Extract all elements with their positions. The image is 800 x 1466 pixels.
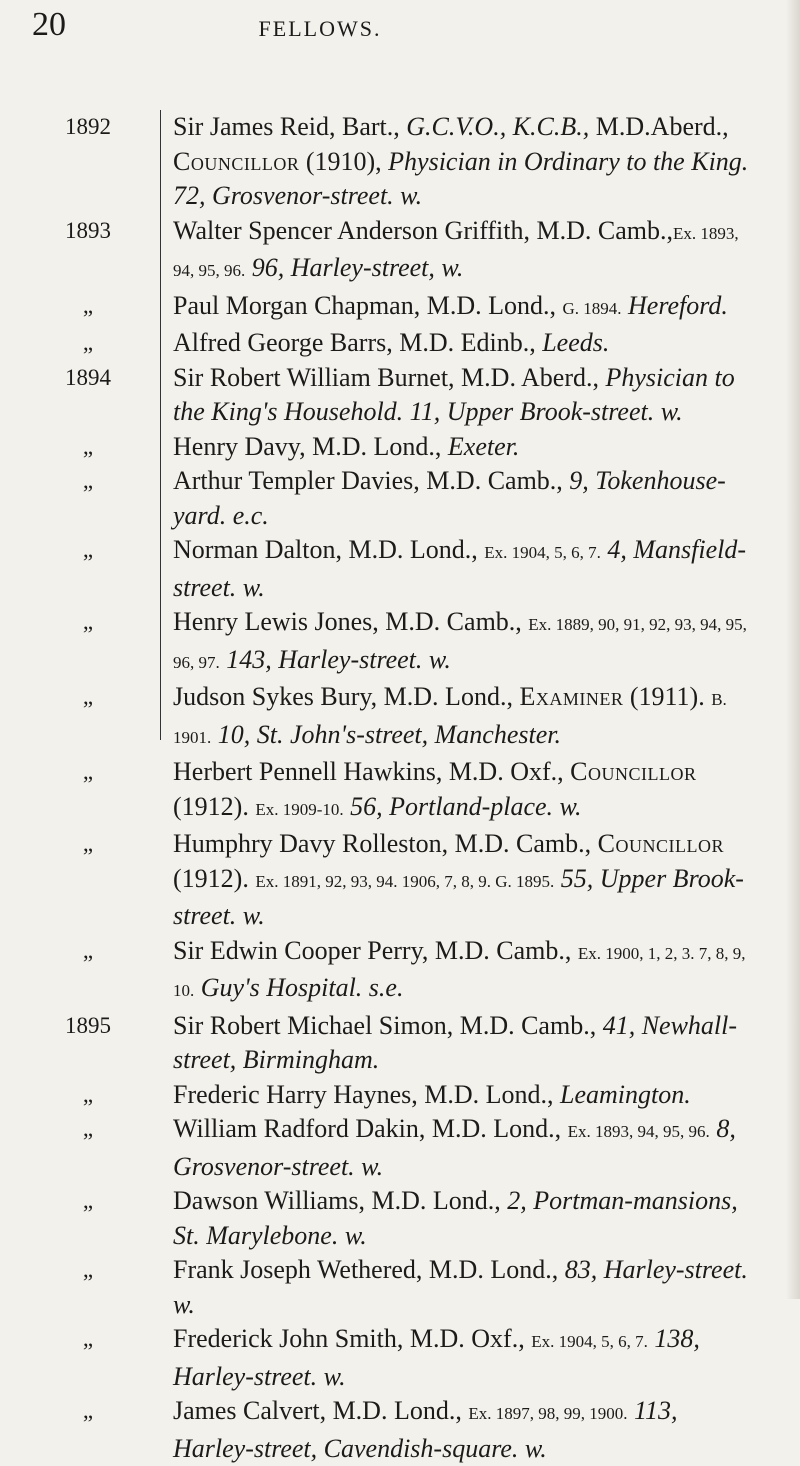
entry-address: Leamington. <box>560 1079 691 1109</box>
entry-text <box>173 1394 763 1466</box>
entry-address: 10, St. John's-street, Manchester. <box>211 719 562 749</box>
entry-year: 1892 <box>65 114 111 139</box>
entry-year: „ <box>82 1188 94 1213</box>
entry-address: 143, Harley-street. w. <box>219 644 451 674</box>
entry-address: 55, Upper Brook-street. w. <box>173 863 744 930</box>
entry-address: Guy's Hospital. s.e. <box>194 973 404 1002</box>
list-item <box>0 289 800 327</box>
entry-address: 56, Portland-place. w. <box>343 791 582 821</box>
entry-name: Sir Robert William Burnet, M.D. Aberd., <box>173 362 606 392</box>
entry-address: 9, Tokenhouse-yard. e.c. <box>173 466 726 530</box>
list-item <box>0 464 800 533</box>
entry-name: Henry Davy, M.D. Lond., <box>173 431 448 461</box>
entry-year: „ <box>82 609 94 634</box>
entry-role: Councillor <box>173 146 300 176</box>
entry-name: Frederic Harry Haynes, M.D. Lond., <box>173 1079 561 1109</box>
entry-address: Leeds. <box>542 328 610 357</box>
entry-name: Sir Edwin Cooper Perry, M.D. Camb., <box>173 935 578 965</box>
list-item <box>0 680 800 755</box>
fellows-list <box>0 110 800 1466</box>
entry-address: 138, Harley-street. w. <box>173 1324 700 1391</box>
entry-address: 2, Portman-mansions, St. Marylebone. w. <box>173 1186 738 1250</box>
entry-exam-years: Ex. 1889, 90, 91, 92, 93, 94, 95, 96, 97. <box>173 615 747 672</box>
entry-text <box>173 289 763 327</box>
entry-name: Henry Lewis Jones, M.D. Camb., <box>173 607 529 636</box>
entry-name: Herbert Pennell Hawkins, M.D. Oxf., <box>173 757 571 786</box>
list-item <box>0 1394 800 1466</box>
entry-text <box>173 361 763 430</box>
list-item <box>0 1009 800 1078</box>
entry-role-year: (1910), <box>299 146 389 176</box>
list-item <box>0 827 800 934</box>
entry-text <box>173 430 763 465</box>
entry-text <box>173 110 763 214</box>
entry-name: Frank Joseph Wethered, M.D. Lond., <box>173 1255 565 1284</box>
entry-year: „ <box>82 537 94 562</box>
entry-name: Frederick John Smith, M.D. Oxf., <box>173 1324 532 1353</box>
entry-year: 1894 <box>65 364 111 390</box>
list-item <box>0 326 800 361</box>
entry-role-year: (1912). <box>173 863 256 893</box>
entry-exam-years: Ex. 1893, 94, 95, 96. <box>567 1122 710 1141</box>
list-item <box>0 605 800 680</box>
entry-exam-years: Ex. 1904, 5, 6, 7. <box>484 543 601 562</box>
list-item <box>0 361 800 430</box>
list-item <box>0 430 800 465</box>
list-item <box>0 755 800 827</box>
entry-address: Exeter. <box>447 431 520 461</box>
entry-text <box>173 680 763 755</box>
entry-text <box>173 464 763 533</box>
entry-name: Sir James Reid, Bart., <box>173 112 407 141</box>
entry-exam-years: Ex. 1900, 1, 2, 3. 7, 8, 9, 10. <box>173 943 746 1000</box>
entry-exam-years: Ex. 1909-10. <box>255 799 344 819</box>
entry-address: 83, Harley-street. w. <box>173 1255 748 1319</box>
running-head: FELLOWS. <box>258 16 382 41</box>
entry-year: „ <box>82 330 94 355</box>
entry-text <box>173 1322 763 1394</box>
entry-text <box>173 1078 763 1113</box>
list-item <box>0 1322 800 1394</box>
entry-exam-years: Ex. 1897, 98, 99, 1900. <box>468 1404 628 1423</box>
entry-role: Examiner <box>519 682 624 711</box>
entry-year: 1895 <box>65 1012 111 1038</box>
entry-text <box>173 533 763 605</box>
entry-role: Councillor <box>570 757 697 786</box>
entry-name: Arthur Templer Davies, M.D. Camb., <box>173 466 570 495</box>
entry-name: Dawson Williams, M.D. Lond., <box>173 1186 508 1215</box>
entry-address: Hereford. <box>621 290 728 320</box>
entry-name: Humphry Davy Rolleston, M.D. Camb., <box>173 829 598 858</box>
entry-year: „ <box>82 1398 94 1423</box>
entry-name: Walter Spencer Anderson Griffith, M.D. Camb., <box>173 215 673 245</box>
entry-year: „ <box>82 831 94 856</box>
entry-text <box>173 1253 763 1322</box>
list-item <box>0 214 800 289</box>
entry-address: 8, Grosvenor-street. w. <box>173 1114 736 1181</box>
entry-year: „ <box>82 1081 94 1107</box>
entry-exam-years: G. 1894. <box>562 298 622 318</box>
entry-name: James Calvert, M.D. Lond., <box>173 1396 469 1425</box>
page-number: 20 <box>32 6 66 43</box>
entry-address: Physician to the King's Household. 11, Upper Brook-street. w. <box>173 362 735 426</box>
entry-degree-cont: Aberd., <box>650 112 729 141</box>
entry-address: Physician in Ordinary to the King. 72, Grosvenor-street. w. <box>173 146 749 210</box>
list-item <box>0 934 800 1009</box>
entry-exam-years: Ex. 1893, 94, 95, 96. <box>173 223 739 280</box>
entry-text <box>173 1184 763 1253</box>
entry-year: „ <box>82 1257 94 1282</box>
entry-role: Councillor <box>597 829 724 858</box>
entry-name: Paul Morgan Chapman, M.D. Lond., <box>173 290 563 320</box>
entry-address: 4, Mansfield-street. w. <box>173 535 747 602</box>
entry-address: 113, Harley-street, Cavendish-square. w. <box>173 1396 678 1463</box>
entry-text <box>173 214 763 289</box>
entry-year: „ <box>82 1326 94 1351</box>
entry-honours: G.C.V.O., K.C.B., <box>406 112 590 141</box>
entry-year: „ <box>82 468 94 493</box>
entry-text <box>173 326 763 361</box>
entry-exam-years: Ex. 1891, 92, 93, 94. 1906, 7, 8, 9. G. 1895. <box>255 871 555 891</box>
entry-year: „ <box>82 684 94 709</box>
entry-year: „ <box>82 292 94 318</box>
entry-text <box>173 1112 763 1184</box>
entry-address: 96, Harley-street, w. <box>245 253 464 282</box>
entry-text <box>173 934 763 1009</box>
entry-year: „ <box>82 1116 94 1141</box>
entry-name: Sir Robert Michael Simon, M.D. Camb., <box>173 1010 603 1040</box>
entry-text <box>173 605 763 680</box>
entry-year: „ <box>82 433 94 459</box>
entry-role-year: (1911). <box>623 682 712 711</box>
entry-name: William Radford Dakin, M.D. Lond., <box>173 1114 568 1143</box>
list-item <box>0 110 800 214</box>
entry-text <box>173 827 763 934</box>
entry-text <box>173 755 763 827</box>
list-item <box>0 1253 800 1322</box>
list-item <box>0 1184 800 1253</box>
entry-year: „ <box>82 937 94 963</box>
list-item <box>0 1078 800 1113</box>
list-item <box>0 533 800 605</box>
entry-text <box>173 1009 763 1078</box>
page-edge-shadow <box>786 0 800 1299</box>
entry-address: 41, Newhall-street, Birmingham. <box>173 1010 738 1074</box>
entry-year: 1893 <box>65 217 111 243</box>
entry-role-year: (1912). <box>173 791 256 821</box>
entry-exam-years: B. 1901. <box>173 690 727 747</box>
list-item <box>0 1112 800 1184</box>
entry-name: Alfred George Barrs, M.D. Edinb., <box>173 328 543 357</box>
entry-degree: M.D. <box>589 112 651 141</box>
entry-name: Norman Dalton, M.D. Lond., <box>173 535 485 564</box>
entry-exam-years: Ex. 1904, 5, 6, 7. <box>531 1332 648 1351</box>
entry-name: Judson Sykes Bury, M.D. Lond., <box>173 682 520 711</box>
entry-year: „ <box>82 759 94 784</box>
